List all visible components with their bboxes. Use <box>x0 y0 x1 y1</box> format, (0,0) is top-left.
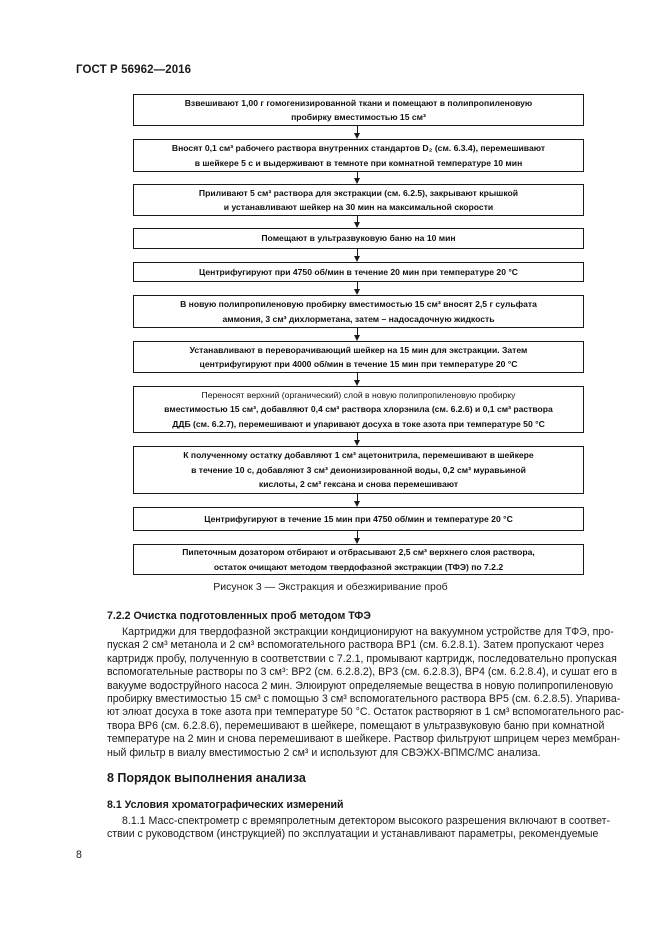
flow-step-line: в шейкере 5 с и выдерживают в темноте при комнатной температуре 10 мин <box>194 157 523 168</box>
paragraph-line: Картриджи для твердофазной экстракции кондиционируют на вакуумном устройстве для ТФЭ, про- <box>122 626 614 638</box>
flow-step-line: аммония, 3 см³ дихлорметана, затем – надосадочную жидкость <box>222 313 495 324</box>
paragraph-line: твора ВР6 (см. 6.2.8.6), перемешивают в шейкере, помещают в ультразвуковую баню при комнатной <box>107 719 605 732</box>
flow-step-line: Устанавливают в переворачивающий шейкер на 15 мин для экстракции. Затем <box>189 344 528 355</box>
flow-step <box>133 262 584 282</box>
flow-step-line: остаток очищают методом твердофазной экстракции (ТФЭ) по 7.2.2 <box>213 561 504 572</box>
flow-step-line: Пипеточным дозатором отбирают и отбрасывают 2,5 см³ верхнего слоя раствора, <box>182 547 535 557</box>
paragraph-line: пробирку вместимостью 15 см³ с помощью 3 см³ вспомогательного раствора ВР5 (см. 6.2.8.5). Упарива- <box>107 693 621 706</box>
flow-step <box>133 94 584 126</box>
flow-step-line: К полученному остатку добавляют 1 см³ ацетонитрила, перемешивают в шейкере <box>183 450 534 461</box>
paragraph-line: ный фильтр в виалу вместимостью 2 см³ и используют для СВЭЖХ-ВПМС/МС анализа. <box>107 746 541 759</box>
section-heading-8-1: 8.1 Условия хроматографических измерений <box>107 799 344 811</box>
flow-step-line: кислоты, 2 см³ гексана и снова перемешивают <box>258 479 459 490</box>
page-number: 8 <box>76 849 82 861</box>
paragraph-7-2-2 <box>107 626 625 760</box>
flow-step-line: вместимостью 15 см³, добавляют 0,4 см³ раствора хлорэнила (см. 6.2.6) и 0,1 см³ раствора <box>164 404 553 415</box>
flow-step-line: Помещают в ультразвуковую баню на 10 мин <box>261 233 456 244</box>
paragraph-line: вакууме водоструйного насоса 2 мин. Элюируют определяемые вещества в новую полипропиленовую <box>107 679 614 692</box>
flow-step <box>133 341 584 373</box>
flow-step-line: Приливают 5 см³ раствора для экстракции (см. 6.2.5), закрывают крышкой <box>198 187 519 198</box>
paragraph-line: вспомогательные растворы по 3 см³: ВР2 (см. 6.2.8.2), ВР3 (см. 6.2.8.3), ВР4 (см. 6.2.8.4), и сушат его в <box>107 666 618 679</box>
figure-caption: Рисунок 3 — Экстракция и обезжиривание проб <box>213 581 448 593</box>
flow-step-line: Взвешивают 1,00 г гомогенизированной ткани и помещают в полипропиленовую <box>184 97 533 108</box>
flow-step-line: Центрифугируют в течение 15 мин при 4750 об/мин и температуре 20 °С <box>204 513 513 524</box>
flow-step <box>133 184 584 216</box>
flow-step-line: Переносят верхний (органический) слой в новую полипропиленовую пробирку <box>201 389 516 400</box>
flow-step-line: и устанавливают шейкер на 30 мин на максимальной скорости <box>223 202 494 212</box>
paragraph-line: ствии с руководством (инструкцией) по эксплуатации и устанавливают параметры, рекомендуемые <box>107 828 599 841</box>
flow-step <box>133 507 584 531</box>
section-heading-7-2-2: 7.2.2 Очистка подготовленных проб методом ТФЭ <box>107 610 371 622</box>
flow-step-line: центрифугируют при 4000 об/мин в течение 15 мин при температуре 20 °С <box>199 359 518 369</box>
paragraph-line: 8.1.1 Масс-спектрометр с времяпролетным детектором высокого разрешения включают в соответ- <box>122 815 611 827</box>
paragraph-line: картридж пробу, полученную в соответствии с 7.2.1, промывают картридж, последовательно пропуская <box>107 652 617 665</box>
flow-step-line: Центрифугируют при 4750 об/мин в течение 20 мин при температуре 20 °С <box>198 266 518 277</box>
flow-step-line: Вносят 0,1 см³ рабочего раствора внутренних стандартов D₂ (см. 6.3.4), перемешивают <box>171 143 546 153</box>
flow-step-line: ДДБ (см. 6.2.7), перемешивают и упаривают досуха в токе азота при температуре 50 °С <box>172 418 545 429</box>
document-code: ГОСТ Р 56962—2016 <box>76 64 192 76</box>
section-heading-8: 8 Порядок выполнения анализа <box>107 771 306 785</box>
flow-step-line: пробирку вместимостью 15 см³ <box>291 112 426 122</box>
paragraph-line: температуре на 2 мин и снова перемешивают в шейкере. Раствор фильтруют шприцем через мембран- <box>107 733 621 746</box>
flow-step <box>133 139 584 172</box>
flow-step <box>133 386 584 433</box>
paragraph-line: ют элюат досуха в токе азота при температуре 50 °С. Остаток растворяют в 1 см³ вспомогательного рас- <box>107 706 625 719</box>
flow-step <box>133 544 584 575</box>
flow-step <box>133 446 584 494</box>
flow-step <box>133 228 584 249</box>
paragraph-8-1-1 <box>107 815 611 842</box>
flow-step-line: в течение 10 с, добавляют 3 см³ деионизированной воды, 0,2 см³ муравьиной <box>191 464 526 475</box>
paragraph-line: пуская 2 см³ метанола и 2 см³ вспомогательного раствора ВР1 (см. 6.2.8.1). Затем пропускают через <box>107 639 604 652</box>
flow-step <box>133 295 584 328</box>
flow-step-line: В новую полипропиленовую пробирку вместимостью 15 см³ вносят 2,5 г сульфата <box>180 299 537 309</box>
